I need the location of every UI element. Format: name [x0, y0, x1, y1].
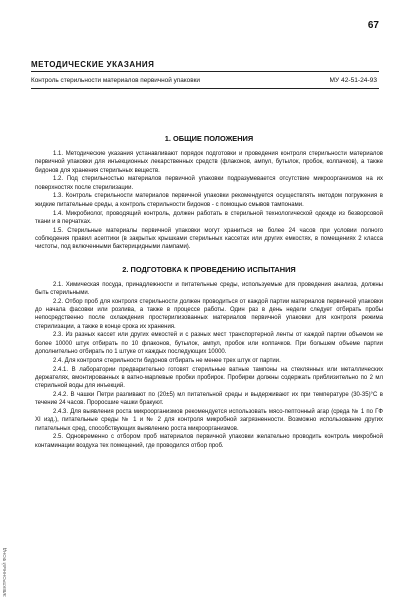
paragraph-1-5: 1.5. Стерильные материалы первичной упаковки могут храниться не более 24 часов при условии полного соблюдения правил асептики (в закрытых крышками стерильных кассетах или других емкостях, в помещениях 2 класса чистоты, под включенными бактерицидными лампами).	[35, 227, 383, 251]
paragraph-2-4: 2.4. Для контроля стерильности бидонов отбирать не менее трех штук от партии.	[53, 357, 281, 364]
document-code: МУ 42-51-24-93	[329, 77, 377, 84]
header-row	[31, 76, 379, 85]
document-title: Контроль стерильности материалов первичной упаковки	[31, 77, 200, 84]
paragraph-1-2: 1.2. Под стерильностью материалов первичной упаковки подразумевается отсутствие микроорганизмов на их поверхностях после стерилизации.	[35, 176, 383, 191]
section-heading-general: 1. ОБЩИЕ ПОЛОЖЕНИЯ	[164, 134, 254, 143]
paragraph-2-4-2: 2.4.2. В чашки Петри разливают по (20±5) мл питательной среды и выдерживают их при температуре (30-35)°С в течение 24 часов. Проросшие чашки бракуют.	[35, 391, 383, 407]
section-heading-preparation: 2. ПОДГОТОВКА К ПРОВЕДЕНИЮ ИСПЫТАНИЯ	[122, 264, 296, 274]
page-number: 67	[367, 20, 379, 31]
document-header	[31, 60, 379, 89]
paragraph-2-2: 2.2. Отбор проб для контроля стерильности должен проводиться от каждой партии материалов первичной упаковки до начала фасовки или розлива, а также в процессе работы. Один раз в день недели следует отбирать пробы непосредственно после охлаждения простерилизованных материалов первичной упаковки для контроля режима стерилизации, а также в конце срока их хранения.	[35, 298, 383, 330]
document-body	[35, 134, 383, 450]
document-series: МЕТОДИЧЕСКИЕ УКАЗАНИЯ	[31, 60, 379, 72]
paragraph-2-5: 2.5. Одновременно с отбором проб материалов первичной упаковки желательно проводить контроль микробной контаминации воздуха тех помещений, где проводился отбор проб.	[35, 434, 383, 449]
paragraph-2-1: 2.1. Химическая посуда, принадлежности и питательные среды, используемые для проведения анализа, должны быть стерильными.	[35, 281, 383, 296]
side-stamp: ЭЛЕКТРОННЫЙ ФОНД	[2, 548, 7, 597]
paragraph-1-4: 1.4. Микробиолог, проводящий контроль, должен работать в стерильной технологической одежде из безворсовой ткани и в перчатках.	[35, 210, 383, 225]
header-divider	[31, 88, 379, 89]
paragraph-1-1: 1.1. Методические указания устанавливают порядок подготовки и проведения контроля стерильности материалов первичной упаковки для инъекционных лекарственных средств (флаконов, ампул, бутылок, пробок, колпачков), а также бидонов для хранения стерильных веществ.	[35, 151, 383, 174]
paragraph-2-4-1: 2.4.1. В лаборатории предварительно готовят стерильные ватные тампоны на стеклянных или металлических держателях, вмонтированных в ватно-марлевые пробки пробирок. Пробирки должны содержать приблизительно по 2 мл стерильной воды для инъекций.	[35, 366, 383, 390]
paragraph-2-4-3: 2.4.3. Для выявления роста микроорганизмов рекомендуется использовать мясо-пептонный агар (среда № 1 по ГФ XI изд.), питательные среды № 1 и № 2 для контроля микробной загрязненности. Возможно использование других питательных сред, способствующих выявлению роста микроорганизмов.	[35, 409, 383, 432]
paragraph-1-3: 1.3. Контроль стерильности материалов первичной упаковки рекомендуется осуществлять методом погружения в жидкие питательные среды, а контроль стерильности бидонов - с помощью смывов тампонами.	[35, 193, 383, 208]
paragraph-2-3: 2.3. Из разных кассет или других емкостей и с разных мест транспортерной ленты от каждой партии объемом не более 10000 штук отбирать по 10 флаконов, бутылок, ампул, пробок или колпачков. При большем объеме партии дополнительно отбирать по 1 штуке от каждых последующих 10000.	[35, 332, 383, 355]
